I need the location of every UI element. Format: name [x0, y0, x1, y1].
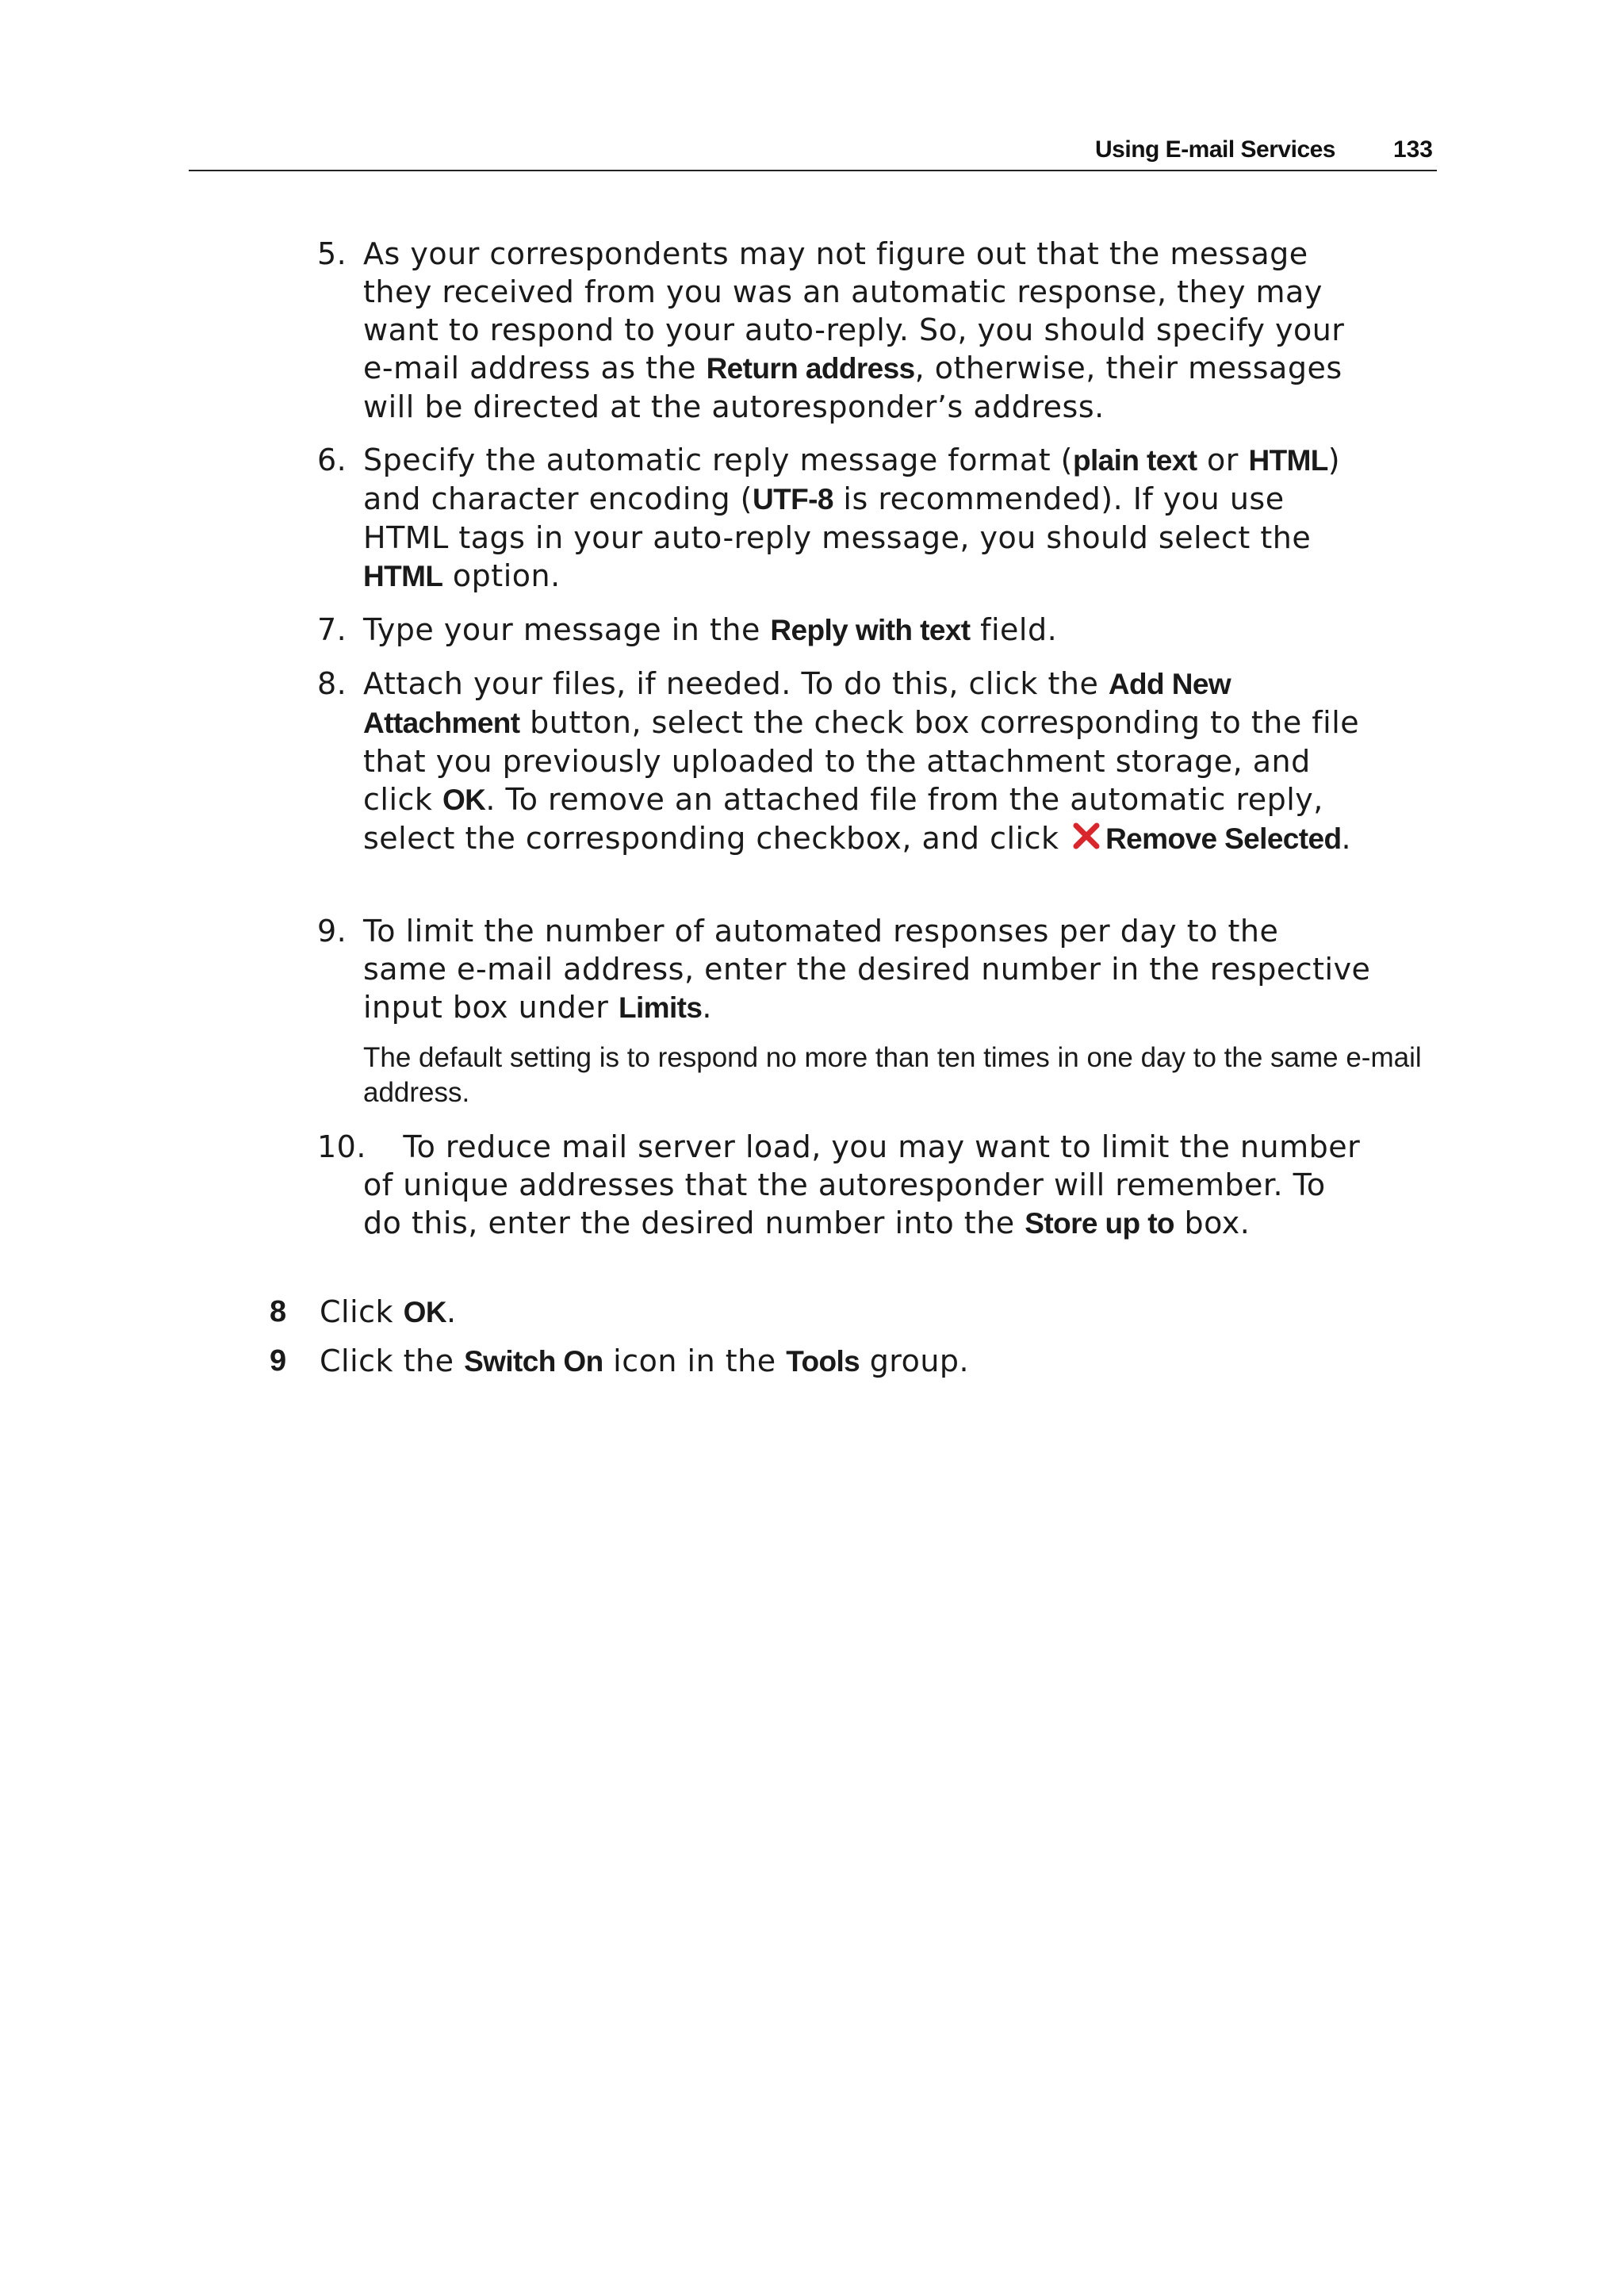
ui-term: OK — [442, 784, 486, 816]
text-run: Attach your files, if needed. To do this, click the — [363, 666, 1109, 701]
text-run: Type your message in the — [363, 612, 771, 647]
ui-term: Switch On — [464, 1345, 603, 1378]
ui-term: Return address — [706, 352, 915, 385]
substep-text — [317, 912, 1372, 1027]
substep-text — [317, 611, 1372, 650]
ui-term: Add New Attachment — [363, 668, 1231, 739]
page-header — [189, 133, 1437, 171]
text-run: is recommended). If you use HTML tags in your auto-reply message, you should select the — [363, 481, 1312, 555]
ui-term: Limits — [618, 991, 703, 1024]
substep-number: 8. — [317, 666, 347, 701]
ui-term: HTML — [1248, 444, 1328, 477]
substep-text — [317, 665, 1372, 858]
text-run: Click — [320, 1294, 404, 1329]
text-run: button, select the check box corresponding to the file that you previously uploaded to the attachment storage, and click — [363, 705, 1360, 817]
substep-6 — [317, 441, 1372, 596]
ui-term: plain text — [1073, 444, 1197, 477]
text-run: To limit the number of automated responses per day to the same e-mail address, enter the desired number in the respective input box under — [363, 914, 1371, 1025]
text-run: , otherwise, their messages will be directed at the autoresponder’s address. — [363, 351, 1342, 424]
main-step-9 — [270, 1342, 1380, 1381]
text-run: Click the — [320, 1343, 465, 1378]
text-run: Specify the automatic reply message format ( — [363, 443, 1073, 477]
text-run: icon in the — [603, 1343, 787, 1378]
substep-7 — [317, 611, 1372, 650]
substep-text — [317, 235, 1372, 426]
text-run: ) and character encoding ( — [363, 443, 1341, 516]
substep-number: 5. — [317, 236, 347, 271]
ui-term: Reply with text — [770, 614, 971, 646]
main-step-text — [270, 1342, 1380, 1381]
text-run: . — [446, 1294, 457, 1329]
text-run: . — [1341, 821, 1352, 856]
main-step-number: 9 — [270, 1344, 287, 1378]
substep-5 — [317, 235, 1372, 426]
ui-term: HTML — [363, 560, 443, 592]
ui-term: OK — [403, 1296, 446, 1328]
substep-number: 9. — [317, 914, 347, 949]
main-step-number: 8 — [270, 1295, 287, 1328]
substep-number: 10. — [317, 1129, 366, 1164]
text-run: To reduce mail server load, you may want to limit the number of unique addresses that the autoresponder will remember. To do this, enter the desired number into the — [363, 1129, 1370, 1240]
main-step-8 — [270, 1293, 1380, 1332]
text-run: As your correspondents may not figure out that the message they received from you was an automatic response, they may want to respond to your auto-reply. So, you should specify your e-mail address as the — [363, 236, 1345, 385]
ui-term: Remove Selected — [1105, 822, 1342, 855]
text-run: box. — [1174, 1205, 1251, 1240]
substep-8 — [317, 665, 1372, 858]
text-run: option. — [442, 558, 561, 593]
substep-9 — [317, 912, 1372, 1027]
substep-number: 7. — [317, 612, 347, 647]
substep-number: 6. — [317, 443, 347, 477]
main-step-text — [270, 1293, 1380, 1332]
text-run: group. — [860, 1343, 970, 1378]
substep-text — [317, 441, 1372, 596]
ui-term: Tools — [786, 1345, 860, 1378]
substep-text — [317, 1128, 1372, 1243]
remove-x-icon — [1072, 821, 1101, 849]
text-run: . To remove an attached file from the automatic reply, select the corresponding checkbox, and click — [363, 782, 1323, 856]
ui-term: UTF-8 — [753, 483, 833, 516]
text-run: . — [702, 990, 712, 1025]
ui-term: Store up to — [1025, 1207, 1174, 1240]
default-setting-note: The default setting is to respond no more than ten times in one day to the same e-mail address. — [363, 1042, 1422, 1108]
text-run: field. — [970, 612, 1058, 647]
substep-10 — [317, 1128, 1372, 1243]
page-number: 133 — [1392, 136, 1433, 163]
text-run: or — [1197, 443, 1249, 477]
running-section-title: Using E-mail Services — [1095, 136, 1335, 163]
